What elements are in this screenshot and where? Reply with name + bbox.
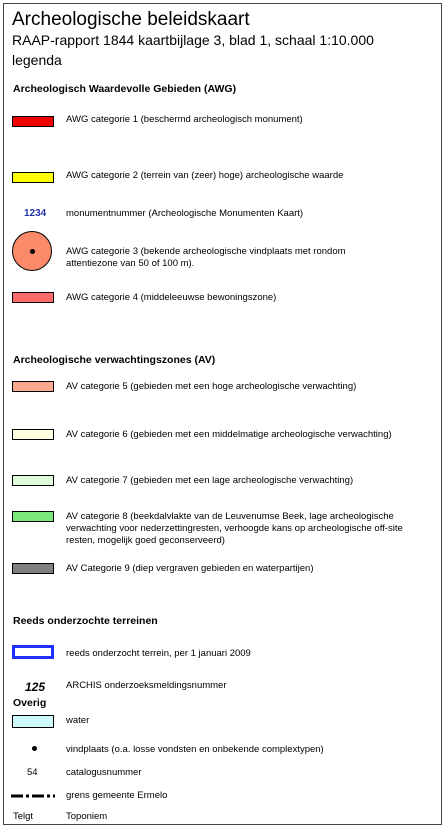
catalog-number-sample: 54 bbox=[27, 767, 38, 778]
page-title: Archeologische beleidskaart bbox=[12, 9, 250, 30]
legend-label: legenda bbox=[12, 52, 62, 68]
page-subtitle: RAAP-rapport 1844 kaartbijlage 3, blad 1, schaal 1:10.000 bbox=[12, 32, 374, 48]
boundary-label: grens gemeente Ermelo bbox=[66, 790, 168, 801]
awg-cat1-swatch bbox=[12, 116, 54, 127]
water-swatch bbox=[12, 715, 54, 728]
overig-heading: Overig bbox=[13, 697, 47, 709]
boundary-line-icon bbox=[10, 790, 56, 802]
awg-cat3-circle bbox=[12, 231, 52, 271]
monument-number-sample: 1234 bbox=[24, 208, 47, 219]
monument-number-label: monumentnummer (Archeologische Monumenten Kaart) bbox=[66, 208, 304, 219]
av-cat6-swatch bbox=[12, 429, 54, 440]
archis-number-sample: 125 bbox=[25, 680, 46, 694]
av-heading: Archeologische verwachtingszones (AV) bbox=[13, 354, 216, 366]
archis-number-label: ARCHIS onderzoeksmeldingsnummer bbox=[66, 680, 227, 691]
av-cat5-label: AV categorie 5 (gebieden met een hoge archeologische verwachting) bbox=[66, 381, 357, 392]
catalog-number-label: catalogusnummer bbox=[66, 767, 142, 778]
awg-cat2-swatch bbox=[12, 172, 54, 183]
water-label: water bbox=[66, 715, 90, 726]
av-cat8-swatch bbox=[12, 511, 54, 522]
onderzocht-terrein-label: reeds onderzocht terrein, per 1 januari 2009 bbox=[66, 648, 251, 659]
av-cat9-swatch bbox=[12, 563, 54, 574]
onderzocht-terrein-swatch bbox=[12, 645, 54, 659]
toponiem-sample: Telgt bbox=[13, 811, 34, 822]
av-cat8-label: AV categorie 8 (beekdalvlakte van de Leuvenumse Beek, lage archeologische verwachting voor nederzettingresten, verhoogde kans op archeologische off-site resten, mogelijk goed geconserveerd) bbox=[66, 511, 403, 546]
av-cat7-label: AV categorie 7 (gebieden met een lage archeologische verwachting) bbox=[66, 475, 354, 486]
onderzocht-heading: Reeds onderzochte terreinen bbox=[13, 615, 158, 627]
awg-heading: Archeologisch Waardevolle Gebieden (AWG) bbox=[13, 83, 237, 95]
awg-cat3-label: AWG categorie 3 (bekende archeologische vindplaats met rondom attentiezone van 50 of 100 m). bbox=[66, 246, 346, 269]
av-cat5-swatch bbox=[12, 381, 54, 392]
awg-cat1-label: AWG categorie 1 (beschermd archeologisch monument) bbox=[66, 114, 303, 125]
awg-cat4-swatch bbox=[12, 292, 54, 303]
awg-cat2-label: AWG categorie 2 (terrein van (zeer) hoge) archeologische waarde bbox=[66, 170, 344, 181]
av-cat7-swatch bbox=[12, 475, 54, 486]
legend-frame bbox=[3, 3, 442, 825]
awg-cat3-center-dot bbox=[30, 249, 35, 254]
av-cat6-label: AV categorie 6 (gebieden met een middelmatige archeologische verwachting) bbox=[66, 429, 392, 440]
av-cat9-label: AV Categorie 9 (diep vergraven gebieden en waterpartijen) bbox=[66, 563, 314, 574]
vindplaats-label: vindplaats (o.a. losse vondsten en onbekende complextypen) bbox=[66, 744, 324, 755]
toponiem-label: Toponiem bbox=[66, 811, 108, 822]
awg-cat4-label: AWG categorie 4 (middeleeuwse bewoningszone) bbox=[66, 292, 277, 303]
vindplaats-dot bbox=[32, 746, 37, 751]
